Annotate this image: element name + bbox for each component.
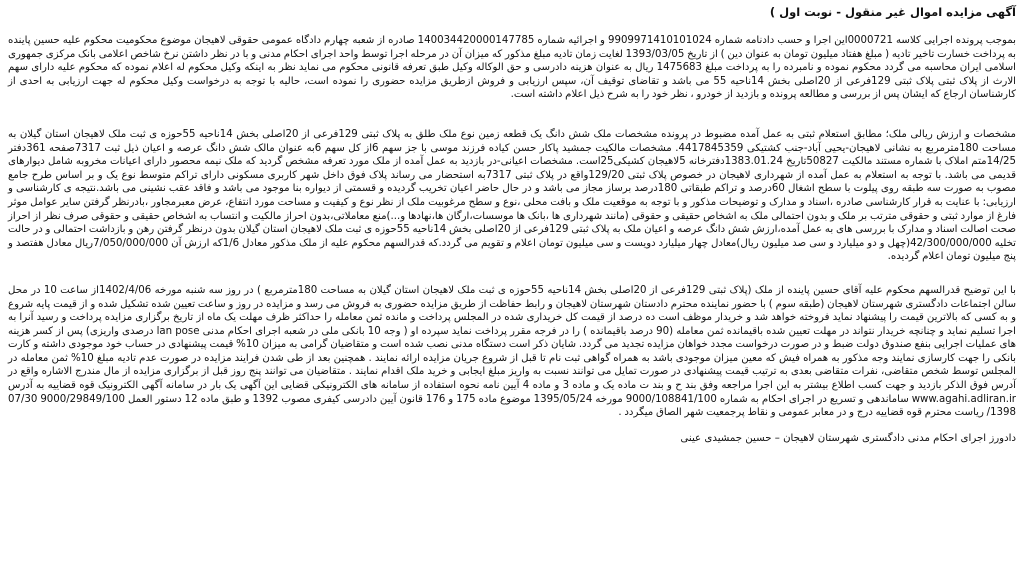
paragraph-auction-terms: با این توضیح قدرالسهم محکوم علیه آقای حسین پاینده از ملک (پلاک ثبتی 129فرعی از 20اصلی بخش 14ناحیه 55حوزه ی ثبت ملک لاهیجان استان گیلان به مساحت 180مترمربع ) در روز سه شنبه مورخه 1402/4/06از ساعت 10 در محل سالن اجتماعات دادگستری شهرستان لاهیجان (طبقه سوم ) با حضور نماینده محترم دادستان شهرستان لاهیجان و رابط حفاظت از طریق مزایده حضوری به فروش می رسد و مزایده در روز و ساعت تعیین شده تشکیل شده و از قیمت پایه شروع و به کسی که بالاترین قیمت را پیشنهاد نماید فروخته خواهد شد و خریدار موظف است ده درصد از قیمت کل خریداری شده در المجلس پرداخت و مانده ثمن معامله را حداکثر ظرف مهلت یک ماه از تاریخ برگزاری مزایده پرداخت و رسید آنرا به اجرا تسلیم نماید و چنانچه خریدار نتواند در مهلت تعیین شده باقیمانده ثمن معامله (90 درصد باقیمانده ) را در فرجه مقرر پرداخت نماید سپرده او ( وجه 10 بانکی ملی در شعبه اجرای احکام مدنی lan pose درصدی واریزی) پس از کسر هزینه های عملیات اجرایی بنفع صندوق دولت ضبط و در صورت درخواست مجدد خواهان مزایده تجدید می گردد. شایان ذکر است دستگاه مدنی نصب شده است و متقاضیان گرامی به میزان 10% قیمت پیشنهادی در حساب خود موجودی داشته و کارت بانکی را جهت کارسازی نمایند وجه مذکور به همراه فیش که معین میزان موجودی باشد به همراه گواهی ثبت نام تا قبل از شروع جریان مزایده ارائه نمایند . همچنین بعد از طی شدن فرایند مزایده در صورت عدم تادیه مبلغ 10% ثمن معامله در المجلس توسط شخص متقاضی، نفرات متقاضی بعدی به ترتیب قیمت پیشنهادی در صورت تمایل می توانند نسبت به واریز مبلغ ایجابی و خرید ملک اقدام نمایند . متقاضیان می توانند پنج روز قبل از برگزاری مزایده از مال مندرج الاشاره واقع در آدرس فوق الذکر بازدید و جهت کسب اطلاع بیشتر به این اجرا مراجعه وفق بند ح و بند ت ماده یک و ماده 3 و ماده 4 آیین نامه نحوه استفاده از سامانه های الکترونیکی قضایی این آگهی یک بار در سامانه آگهی الکترونیک قوه قضاییه به آدرس www.agahi.adliran.ir ساماندهی و تسریع در اجرای احکام به شماره 9000/108841/100 مورخه 1395/05/24 موضوع ماده 175 و 176 قانون آیین دادرسی کیفری مصوب 1392 و طبق ماده 12 دستور العمل 9000/29849/100 07/30 1398/ ریاست محترم قوه قضاییه درج و در معابر عمومی و نقاط پرجمعیت شهر الصاق میگردد .	[8, 284, 1016, 419]
signature-line: دادورز اجرای احکام مدنی دادگستری شهرستان لاهیجان – حسین جمشیدی عینی	[680, 432, 1016, 444]
paragraph-property-valuation: مشخصات و ارزش ریالی ملک؛ مطابق استعلام ثبتی به عمل آمده مضبوط در پرونده مشخصات ملک شش دانگ یک قطعه زمین نوع ملک طلق به پلاک ثبتی 129فرعی از 20اصلی بخش 14ناحیه 55حوزه ی ثبت ملک لاهیجان استان گیلان به مساحت 180مترمربع به نشانی لاهیجان-یحیی آباد-جنب کشتیکی 4417845359. مشخصات مالکیت جمشید پاکار حسن کیاده فرزند موسی با جز سهم 6از کل سهم 6به عنوان مالک شش دانگ عرصه و اعیان ذیل ثبت 7317صفحه 361دفتر 14/25متم املاک با شماره مستند مالکیت 50827تاریخ 1383.01.24دفترخانه 5لاهیجان کشیکی25است. مشخصات اعیانی-در بازدید به عمل آمده از ملک مورد تعرفه مشخص گردید که ملک نیمه محصور دارای اعیانات مخروبه شامل دیوارهای قدیمی می باشد. با توجه به استعلام به عمل آمده از شهرداری لاهیجان در خصوص پلاک ثبتی 129/20واقع در پلاک ثبتی 7317به استحضار می رساند پلاک فوق داخل شهر کاربری مسکونی دارای تراکم متوسط نوع یک و بر اساس طرح جامع مصوب به صورت سه طبقه روی پیلوت با سطح اشغال 60درصد و تراکم طبقاتی 180درصد برساز مجاز می باشد و در حال حاضر اعیان تخریب گردیده و قسمتی از دیواره بنا موجود می باشد و فاقد عقب نشینی می باشد.نتیجه ی کارشناسی و ارزیابی: با عنایت به قرار کارشناسی صادره ،اسناد و مدارک و توضیحات مذکور و با توجه به موقعیت ملک و بافت محلی ،نوع و سطح مرغوبیت ملک از نظر نوع و کیفیت و مساحت مورد انتفاع، عرض معبرمجاور ،بادرنظر گرفتن سایر عوامل موثر فارغ از موارد ثبتی و حقوقی مترتب بر ملک و بدون احتمالی ملک به اشخاص حقیقی و حقوقی (مانند شهرداری ها ،بانک ها موسسات،ارگان ها،نهادها و...)منع معاملاتی،بدون احراز مالکیت و انتساب به اشخاص حقیقی و حقوقی صرف نظر از احراز صحت اصالت اسناد و مدارک با بررسی های به عمل آمده،ارزش شش دانگ عرصه و اعیان ملک به پلاک ثبتی 129فرعی از 20اصلی بخش 14ناحیه 55حوزه ی ثبت ملک لاهیجان استان گیلان بدون درنظر گرفتن رهن و بازداشت احتمالی و در حالت تخلیه 42/300/000/000(چهل و دو میلیارد و سی صد میلیون ریال)معادل چهار میلیارد دویست و سی میلیون تومان اعلام و تقویم می گردد.که قدرالسهم محکوم علیه از ملک مذکور معادل 1/6که ارزش آن 7/050/000/000ریال معادل هفتصد و پنج میلیون تومان اعلام گردیده.	[8, 128, 1017, 263]
notice-title: آگهی مزایده اموال غیر منقول - نوبت اول )	[769, 5, 1016, 19]
paragraph-case-details: بموجب پرونده اجرایی کلاسه 0000721این اجرا و حسب دادنامه شماره 9909971410101024 و اجرائیه شماره 140034420000147785 صادره از شعبه چهارم دادگاه عمومی حقوقی لاهیجان موضوع محکومیت محکوم علیه حسین پاینده به پرداخت خسارت تاخیر تادیه ( مبلغ هفتاد میلیون تومان به عنوان دین ) از تاریخ 1393/03/05 لغایت زمان تادیه مبلغ مذکور که میزان آن در مرحله اجرا توسط واحد اجرای احکام مدنی و با در نظر داشتن نرخ شاخص اعلامی بانک مرکزی جمهوری اسلامی ایران محاسبه می گردد محکوم نموده و نامبرده را به پرداخت مبلغ 1475683 ریال به عنوان هزینه دادرسی و حق الوکاله وکیل طبق تعرفه قانونی محکوم می نماید نظر به اینکه وکیل محکوم له اعلام نموده که محکوم علیه دارای سهم الارث از پلاک ثبتی پلاک ثبتی 129فرعی از 20اصلی بخش 14ناحیه 55 می باشد و تقاضای توقیف آن، سپس ارزیابی و فروش ازطریق مزایده حضوری را نموده است، حالیه با توجه به درخواست وکیل محکوم له جهت ارزیابی به احدی از کارشناسان ارجاع که ایشان پس از بررسی و مطالعه پرونده و بازدید از خودرو ، نظر خود را به شرح ذیل اعلام داشته است.	[8, 35, 1017, 101]
